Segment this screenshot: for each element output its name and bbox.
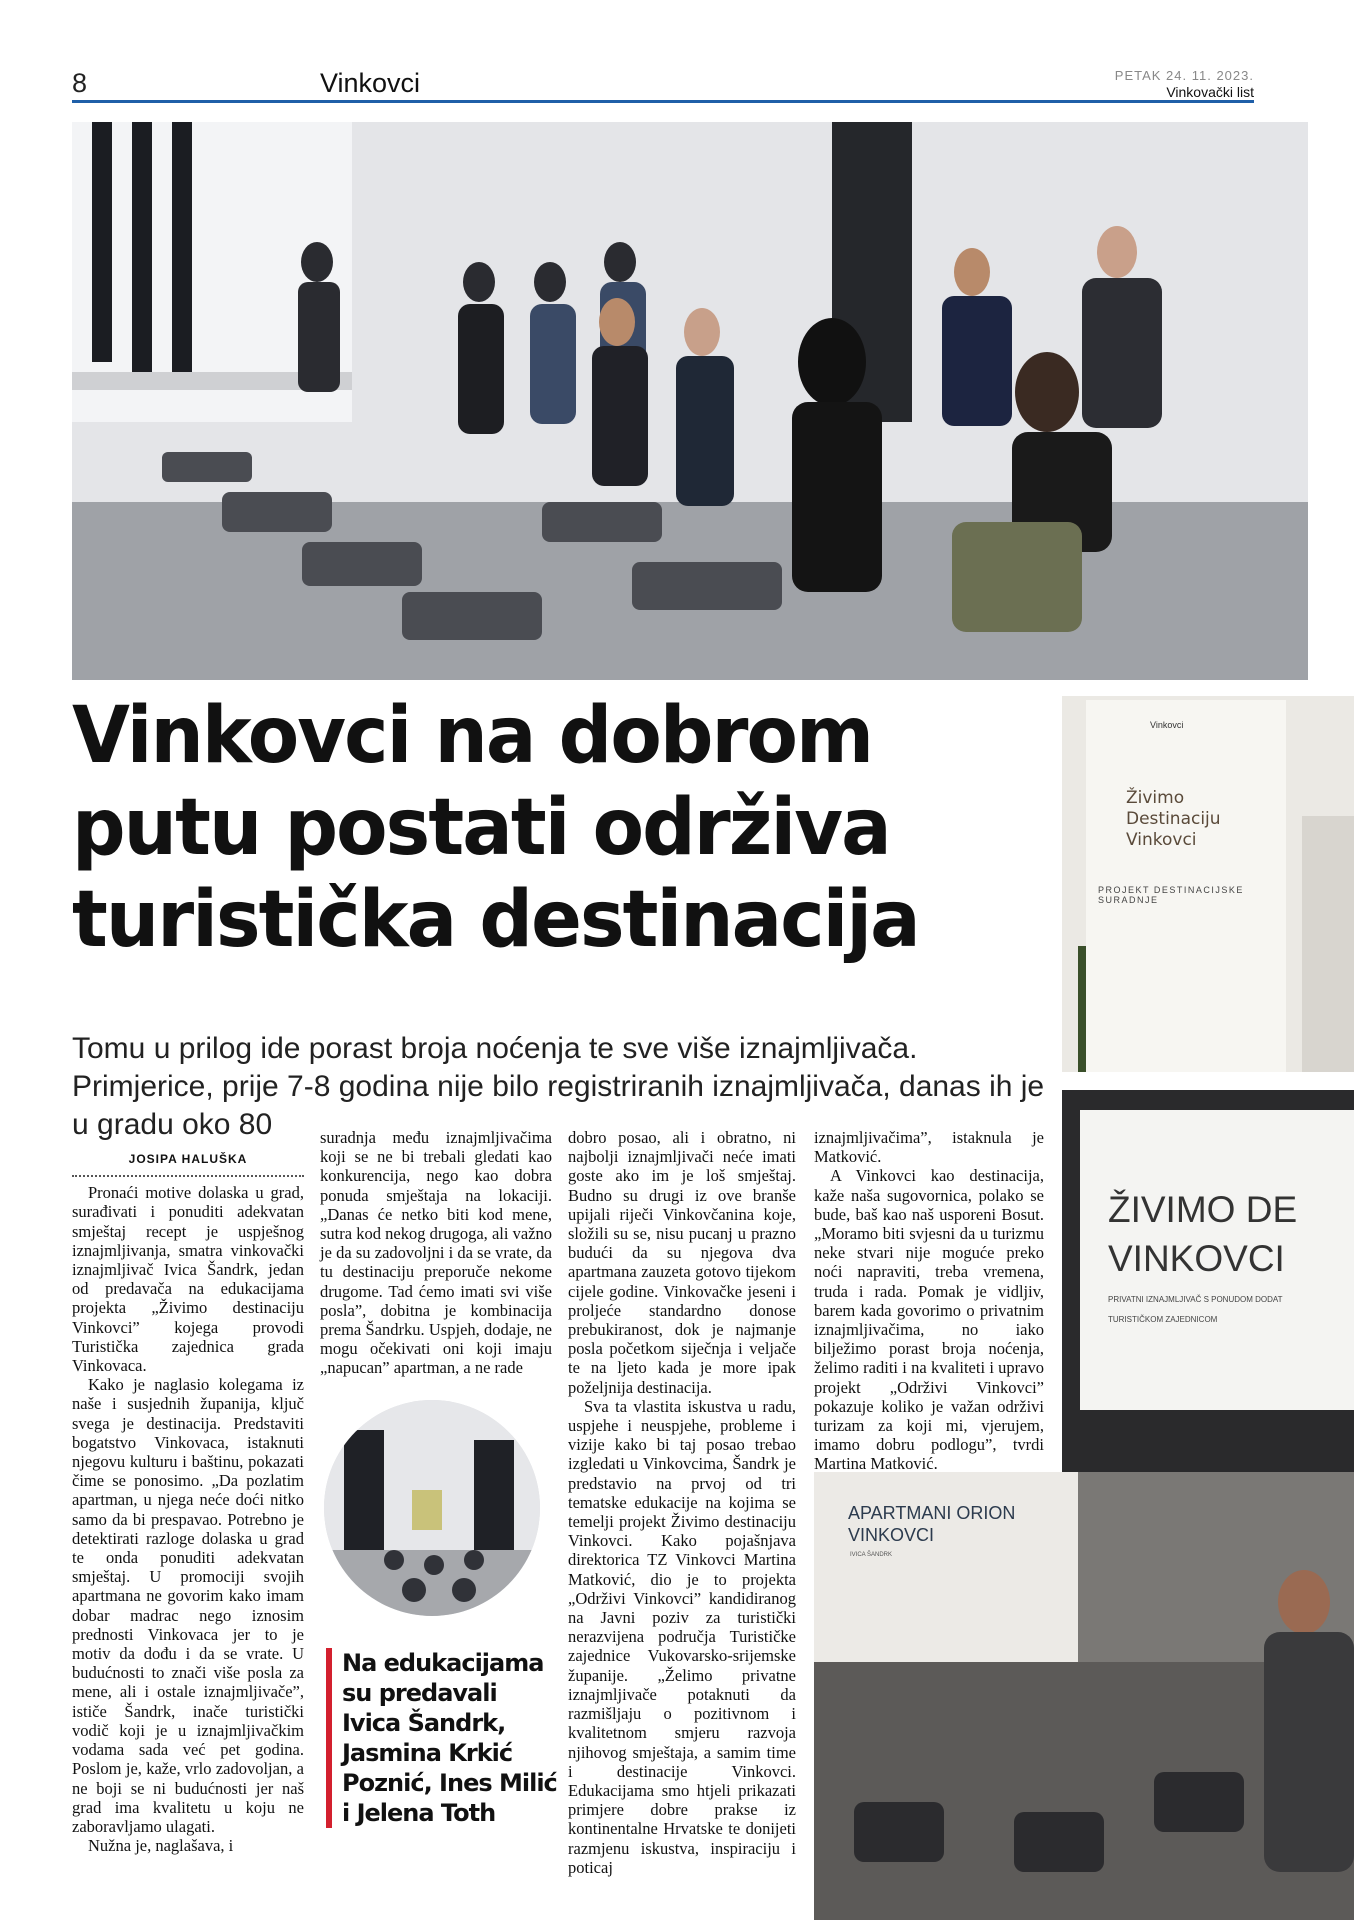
orion-slide [814,1472,1078,1662]
paragraph: Nužna je, naglašava, i [88,1836,234,1856]
screen-slide-title: ŽIVIMO DE VINKOVCI [1108,1189,1298,1279]
screen-slide-line-1: PRIVATNI IZNAJMLJIVAČ S PONUDOM DODAT [1108,1295,1283,1304]
article-column-1 [72,1150,304,1855]
newspaper-name: Vinkovački list [1166,84,1254,100]
rollup-logo-text: Vinkovci [1150,720,1184,730]
article-column-4 [814,1128,1044,1474]
paragraph: iznajmljivačima”, istaknula je Matković. [814,1128,1044,1167]
photo-circle-room [324,1400,540,1616]
rollup-subtitle: PROJEKT DESTINACIJSKE SURADNJE [1098,885,1244,905]
issue-date: PETAK 24. 11. 2023. [1114,68,1254,83]
main-photo-audience [72,122,1308,680]
header-rule [72,100,1254,103]
article-headline: Vinkovci na dobrom putu postati održiva turistička destinacija [72,691,919,965]
orion-slide-subtitle: IVICA ŠANDRK [850,1552,893,1558]
paragraph: A Vinkovci kao destinacija, kaže naša sugovornica, polako se bude, baš kao naš usporeni Bosut. „Moramo biti svjesni da u turizmu neke stvari nije moguće preko noći napraviti, treba vremena, truda i rada. Pomak je vidljiv, barem kada govorimo o privatnim iznajmljivačima, no iako bilježimo porast broja noćenja, želimo raditi i na kvaliteti i upravo projekt „Održivi Vinkovci” pokazuje koliko je važan održivi turizam za koji mi, vjerujem, imamo dobru podlogu”, tvrdi Martina Matković. [814,1166,1044,1474]
paragraph: suradnja među iznajmljivačima koji se ne bi trebali gledati kao konkurencija, nego kao dobra ponuda smještaja na lokaciji. „Danas će netko biti kod mene, sutra kod nekog drugoga, ali važno je da su zadovoljni i da se vrate, da tu destinaciju preporuče nekome drugome. Tad ćemo imati svi više posla”, dobitna je kombinacija prema Šandrku. Uspjeh, dodaje, ne mogu očekivati oni koji imaju „napucan” apartman, a ne rade [320,1128,552,1378]
paragraph: Kako je naglasio kolegama iz naše i susjednih županija, ključ svega je destinacija. Predstaviti bogatstvo Vinkovaca, istaknuti njegovu kulturu i baštinu, pokazati čime se ponosimo. „Da pozlatim apartman, u njega neće doći nitko samo da bi prespavao. Potrebno je detektirati razloge dolaska u grad te onda ponuditi adekvatan smještaj. U promociji svojih apartmana ne govorim kako imam dobar madrac nego iznosim prednosti Vinkovaca jer to je motiv da dođu i da se vrate. U budućnosti to znači više posla za mene, ali i ostale iznajmljivače”, ističe Šandrk, inače turistički vodič koji je u iznajmljivačkim vodama sada već pet godina. Poslom je, kaže, vrlo zadovoljan, a ne boji se ni budućnosti jer naš grad ima kvalitetu u koju ne zaboravljamo ulagati. [72,1375,304,1836]
orion-slide-title: APARTMANI ORION VINKOVCI [848,1503,1016,1545]
paragraph: Sva ta vlastita iskustva u radu, uspjehe i neuspjehe, probleme i vizije kako bi taj posao trebao izgledati u Vinkovcima, Šandrk je predstavio na prvoj od tri tematske edukacije na kojima se temelji projekt Živimo destinaciju Vinkovci. Kako pojašnjava direktorica TZ Vinkovci Martina Matković, dio je to projekta „Održivi Vinkovci” kandidiranog na Javni poziv za turistički nerazvijena područja Turističke zajednice Vukovarsko-srijemske županije. „Želimo privatne iznajmljivače potaknuti da razmišljaju o pozitivnom i kvalitetnom smjeru razvoja njihovog smještaja, a samim time i destinacije Vinkovci. Edukacijama smo htjeli prikazati primjere dobre prakse iz kontinentalne Hrvatske te donijeti razmjenu iskustva, inspiraciju i poticaj [568,1396,796,1877]
section-title: Vinkovci [320,68,421,98]
rollup-title: Živimo Destinaciju Vinkovci [1126,788,1221,850]
article-column-3 [568,1128,796,1877]
pull-quote: Na edukacijama su predavali Ivica Šandrk, Jasmina Krkić Poznić, Ines Milić i Jelena Toth [326,1648,562,1828]
article-subhead: Tomu u prilog ide porast broja noćenja te sve više iznajmljivača. Primjerice, prije 7-8 godina nije bilo registriranih iznajmljivača, danas ih je u gradu oko 80 [72,1032,1045,1141]
page-number: 8 [72,68,88,98]
screen-slide-line-2: TURISTIČKOM ZAJEDNICOM [1108,1315,1218,1324]
article-column-2 [320,1128,552,1378]
paragraph: Pronaći motive dolaska u grad, surađivati i ponuditi adekvatan smještaj recept je uspješnog iznajmljivanja, smatra vinkovački iznajmljivač Ivica Šandrk, jedan od predavača na edukacijama projekta „Živimo destinaciju Vinkovci” kojega provodi Turistička zajednica grada Vinkovaca. [72,1183,304,1376]
author-byline: JOSIPA HALUŠKA [72,1150,304,1177]
paragraph: dobro posao, ali i obratno, ni najbolji iznajmljivači neće imati goste ako im je loš smještaj. Budno su drugi iz ove branše upijali riječi Vinkovčanina koje, složili su se, nisu pucanj u prazno budući da su njegova dva apartmana zauzeta gotovo tijekom cijele godine. Vinkovačke jeseni i proljeće standardno donose prebukiranost, dok je najmanje posla početkom siječnja i veljače te na ljeto kada je more ipak poželjnija destinacija. [568,1128,796,1397]
